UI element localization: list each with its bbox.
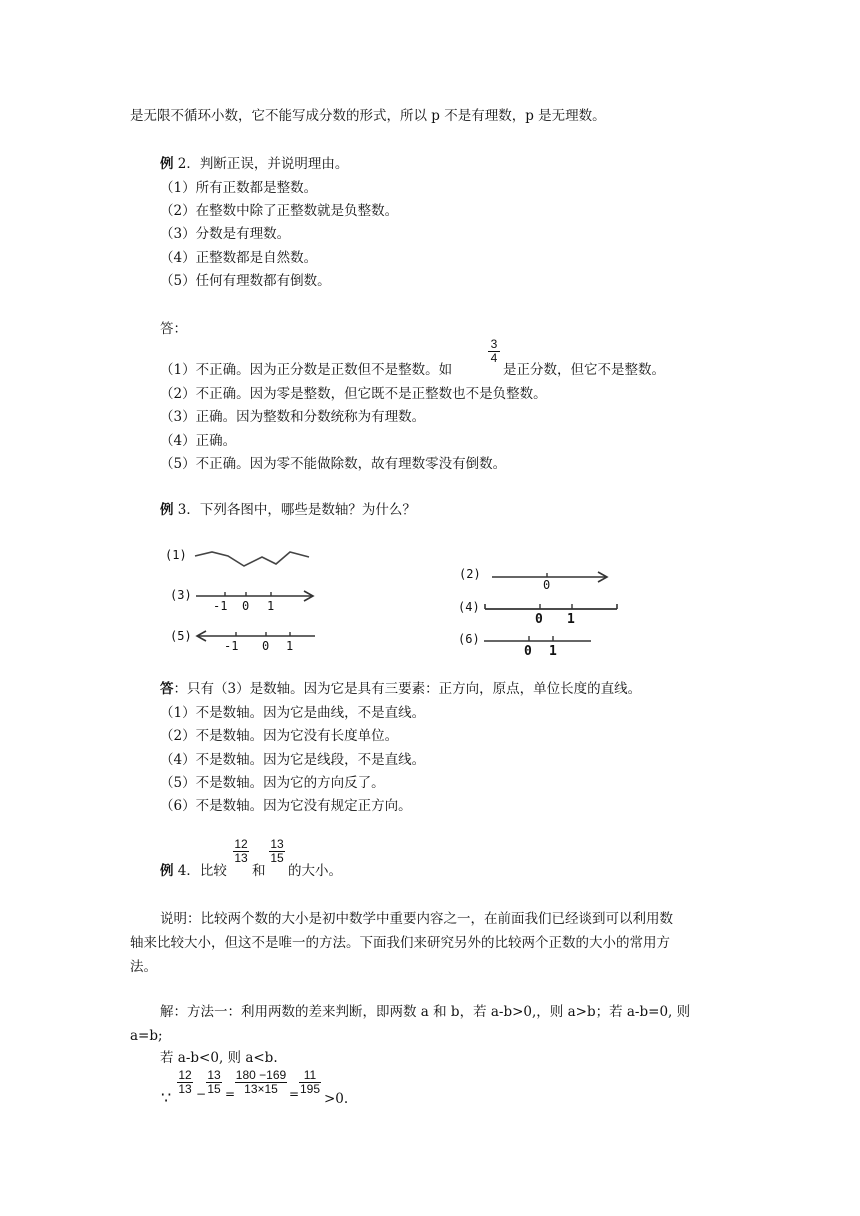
ex2-answer-2: （2）不正确。因为零是整数，但它既不是正整数也不是负整数。 — [160, 386, 547, 402]
ex4-solution-line-1: 解：方法一：利用两数的差来判断，即两数 a 和 b，若 a-b>0,，则 a>b；若 a-b=0, 则 — [160, 1004, 691, 1020]
fig3-label: (3) — [170, 588, 192, 602]
ex2-answer-4: （4）正确。 — [160, 433, 237, 449]
formula-tail: >0. — [324, 1091, 349, 1107]
fig5-tick-label-m1: -1 — [224, 639, 239, 653]
example-3-title: 3．下列各图中，哪些是数轴？为什么？ — [173, 502, 416, 518]
ex2-answer-1b: 是正分数，但它不是整数。 — [503, 362, 665, 378]
example-2-title: 2．判断正误，并说明理由。 — [173, 156, 349, 172]
fraction-denominator: 4 — [490, 351, 498, 365]
ex4-solution-line-2: a=b; — [130, 1028, 163, 1044]
fraction-denominator: 13×15 — [244, 1082, 278, 1096]
ex2-item-4: （4）正整数都是自然数。 — [160, 250, 318, 266]
fraction-13-15 — [268, 838, 286, 865]
fig1-label: (1) — [165, 548, 187, 562]
example-label: 例 — [160, 156, 174, 172]
fig3-tick-label-0: 0 — [242, 599, 250, 613]
fraction-denominator: 13 — [178, 1082, 192, 1096]
fraction-numerator: 11 — [303, 1068, 317, 1082]
fig4-label: (4) — [458, 600, 480, 614]
fraction-denominator: 13 — [234, 851, 248, 865]
fig3-tick-label-m1: -1 — [213, 599, 228, 613]
formula-fraction-difference — [234, 1069, 288, 1096]
ex3-answer-2: （2）不是数轴。因为它没有长度单位。 — [160, 728, 399, 744]
ex2-answer-1a: （1）不正确。因为正分数是正数但不是整数。如 — [160, 362, 453, 378]
ex2-answer-3: （3）正确。因为整数和分数统称为有理数。 — [160, 409, 426, 425]
formula-fraction-11-195 — [298, 1069, 322, 1096]
fig1-curve — [195, 552, 309, 566]
ex3-answer-6: （6）不是数轴。因为它没有规定正方向。 — [160, 798, 412, 814]
fraction-denominator: 15 — [207, 1082, 221, 1096]
fig6-tick-label-0: 0 — [524, 644, 532, 659]
fraction-numerator: 12 — [178, 1068, 192, 1082]
fraction-denominator: 195 — [299, 1082, 321, 1096]
ex2-item-1: （1）所有正数都是整数。 — [160, 180, 318, 196]
ex3-answer-4: （4）不是数轴。因为它是线段，不是直线。 — [160, 752, 426, 768]
fig3-tick-label-1: 1 — [267, 599, 275, 613]
ex4-note-line-2: 轴来比较大小，但这不是唯一的方法。下面我们来研究另外的比较两个正数的大小的常用方 — [130, 935, 670, 951]
fraction-12-13 — [232, 838, 250, 865]
equals-sign-1: = — [225, 1087, 236, 1101]
fig5-tick-label-0: 0 — [262, 639, 270, 653]
ex2-item-2: （2）在整数中除了正整数就是负整数。 — [160, 203, 399, 219]
example-4-title-c: 的大小。 — [288, 863, 342, 879]
ex3-answer-main-text: ：只有（3）是数轴。因为它是具有三要素：正方向，原点，单位长度的直线。 — [173, 681, 642, 697]
example-label: 例 — [160, 863, 174, 879]
fraction-numerator: 180 −169 — [235, 1068, 287, 1082]
fig4-tick-label-0: 0 — [535, 612, 543, 627]
fig5-tick-label-1: 1 — [286, 639, 294, 653]
ex4-solution-line-3: 若 a-b<0, 则 a<b. — [160, 1050, 278, 1066]
fig4-tick-label-1: 1 — [567, 612, 575, 627]
equals-sign-2: = — [289, 1087, 300, 1101]
fraction-numerator: 13 — [207, 1068, 221, 1082]
fraction-numerator: 12 — [234, 837, 248, 851]
intro-text: 是无限不循环小数，它不能写成分数的形式，所以 p 不是有理数，p 是无理数。 — [130, 108, 606, 124]
example-label: 例 — [160, 502, 174, 518]
ex2-answer-5: （5）不正确。因为零不能做除数，故有理数零没有倒数。 — [160, 456, 507, 472]
fig6-label: (6) — [458, 632, 480, 646]
ex3-answer-1: （1）不是数轴。因为它是曲线，不是直线。 — [160, 705, 426, 721]
fraction-numerator: 3 — [490, 337, 498, 351]
ex3-answer-5: （5）不是数轴。因为它的方向反了。 — [160, 775, 385, 791]
fig5-label: (5) — [170, 629, 192, 643]
fraction-denominator: 15 — [270, 851, 284, 865]
formula-fraction-13-15 — [205, 1069, 223, 1096]
example-4-title-b: 和 — [252, 863, 266, 879]
fraction-numerator: 13 — [270, 837, 284, 851]
formula-fraction-12-13 — [176, 1069, 194, 1096]
ex2-answer-label: 答： — [160, 321, 187, 337]
ex4-note-line-1: 说明：比较两个数的大小是初中数学中重要内容之一，在前面我们已经谈到可以利用数 — [160, 911, 673, 927]
example-4-heading-a — [160, 862, 227, 880]
fig2-tick-label-0: 0 — [543, 578, 551, 592]
answer-label: 答 — [160, 681, 174, 697]
because-symbol: ∵ — [161, 1088, 172, 1107]
ex3-answer-main — [160, 680, 641, 698]
fig6-tick-label-1: 1 — [549, 644, 557, 659]
fig2-label: (2) — [459, 567, 481, 581]
example-4-title-a: 4．比较 — [173, 863, 227, 879]
minus-sign: − — [196, 1087, 207, 1101]
ex4-note-line-3: 法。 — [130, 959, 157, 975]
ex2-item-5: （5）任何有理数都有倒数。 — [160, 273, 331, 289]
ex2-item-3: （3）分数是有理数。 — [160, 226, 291, 242]
